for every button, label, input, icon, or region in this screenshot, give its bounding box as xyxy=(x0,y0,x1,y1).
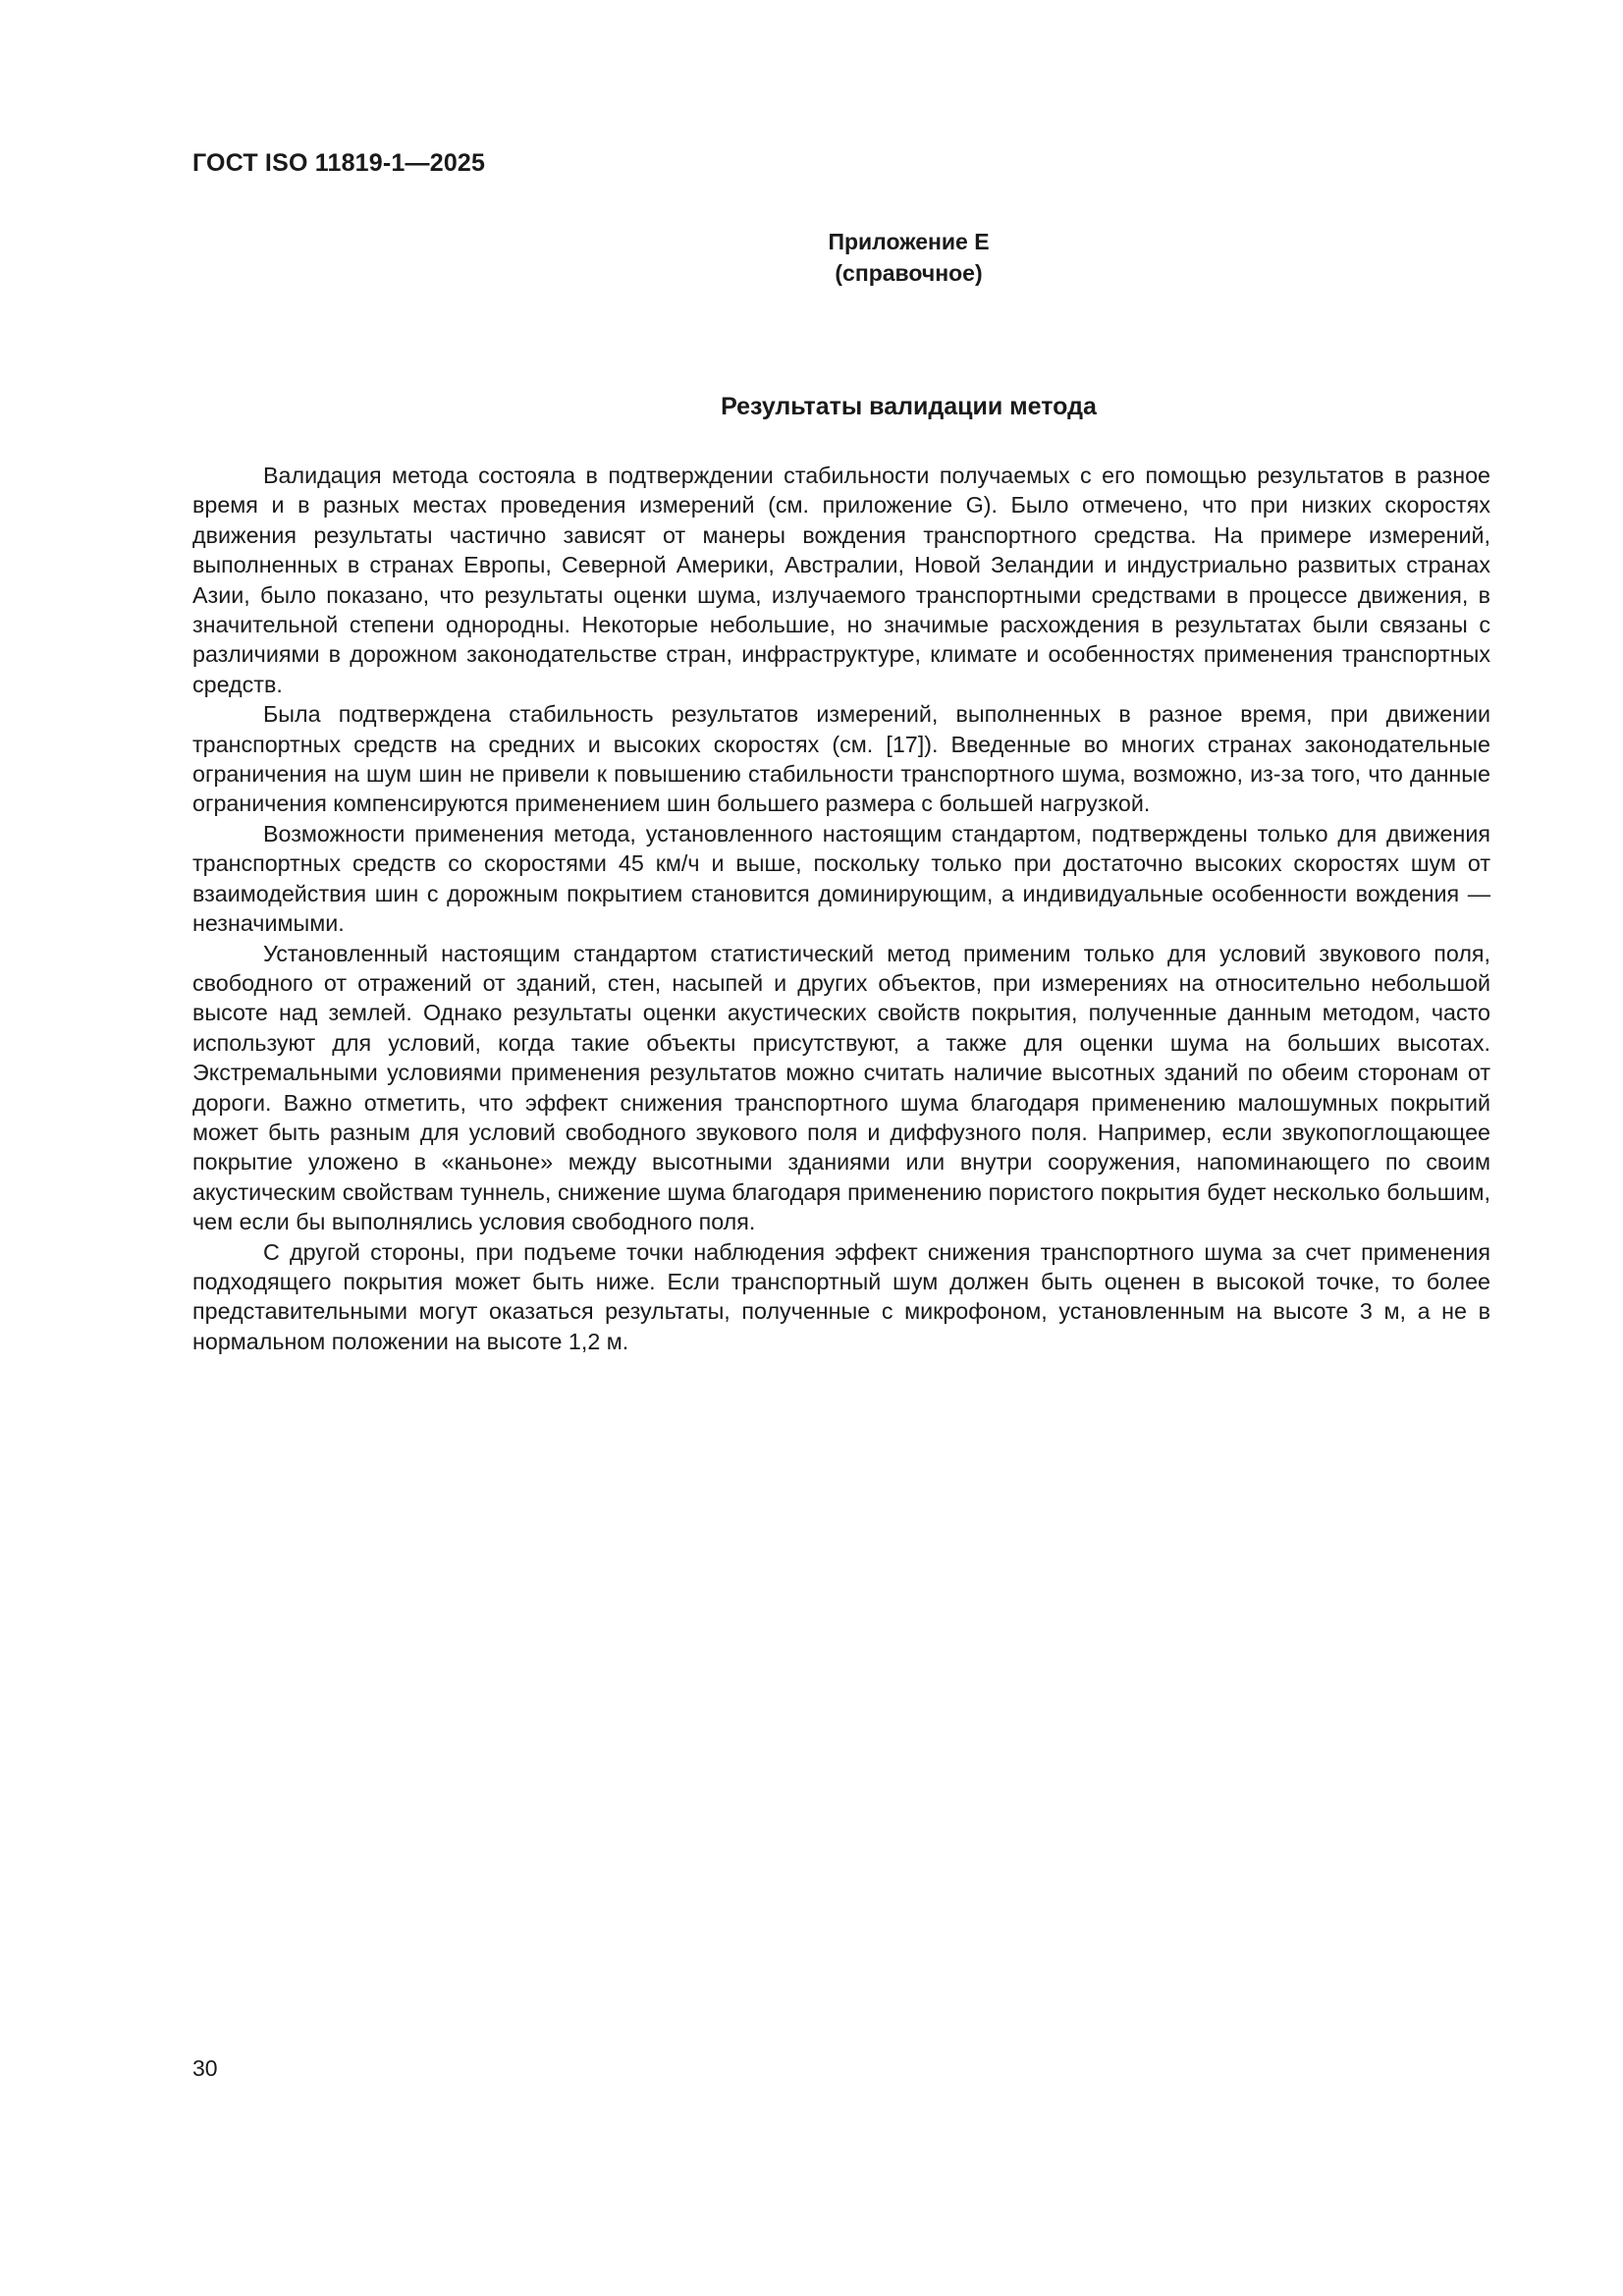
paragraph: Была подтверждена стабильность результатов измерений, выполненных в разное время, при движении транспортных средств на средних и высоких скоростях (см. [17]). Введенные во многих странах законодательные ограничения на шум шин не привели к повышению стабильности транспортного шума, возможно, из-за того, что данные ограничения компенсируются применением шин большего размера с большей нагрузкой. xyxy=(192,701,1490,817)
document-code-header: ГОСТ ISO 11819-1—2025 xyxy=(192,149,486,177)
paragraph: Установленный настоящим стандартом статистический метод применим только для условий звукового поля, свободного от отражений от зданий, стен, насыпей и других объектов, при измерениях на относительно небольшой высоте над землей. Однако результаты оценки акустических свойств покрытия, полученные данным методом, часто используют для условий, когда такие объекты присутствуют, а также для оценки шума на больших высотах. Экстремальными условиями применения результатов можно считать наличие высотных зданий по обеим сторонам от дороги. Важно отметить, что эффект снижения транспортного шума благодаря применению малошумных покрытий может быть разным для условий свободного звукового поля и диффузного поля. Например, если звукопоглощающее покрытие уложено в «каньоне» между высотными зданиями или внутри сооружения, напоминающего по своим акустическим свойствам туннель, снижение шума благодаря применению пористого покрытия будет несколько большим, чем если бы выполнялись условия свободного поля. xyxy=(192,940,1490,1235)
paragraph: Возможности применения метода, установленного настоящим стандартом, подтверждены только для движения транспортных средств со скоростями 45 км/ч и выше, поскольку только при достаточно высоких скоростях шум от взаимодействия шин с дорожным покрытием становится доминирующим, а индивидуальные особенности вождения — незначимыми. xyxy=(192,820,1490,937)
paragraph: С другой стороны, при подъеме точки наблюдения эффект снижения транспортного шума за счет применения подходящего покрытия может быть ниже. Если транспортный шум должен быть оценен в высокой точке, то более представительными могут оказаться результаты, полученные с микрофоном, установленным на высоте 3 м, а не в нормальном положении на высоте 1,2 м. xyxy=(192,1238,1490,1354)
paragraph: Валидация метода состояла в подтверждении стабильности получаемых с его помощью результатов в разное время и в разных местах проведения измерений (см. приложение G). Было отмечено, что при низких скоростях движения результаты частично зависят от манеры вождения транспортного средства. На примере измерений, выполненных в странах Европы, Северной Америки, Австралии, Новой Зеландии и индустриально развитых странах Азии, было показано, что результаты оценки шума, излучаемого транспортными средствами в процессе движения, в значительной степени однородны. Некоторые небольшие, но значимые расхождения в результатах были связаны с различиями в дорожном законодательстве стран, инфраструктуре, климате и особенностях применения транспортных средств. xyxy=(192,463,1490,697)
section-title: Результаты валидации метода xyxy=(721,393,1097,420)
page-number: 30 xyxy=(192,2055,218,2081)
body-text xyxy=(192,461,1490,1356)
annex-heading xyxy=(0,226,1623,289)
annex-label: Приложение Е xyxy=(828,229,990,254)
annex-kind: (справочное) xyxy=(835,260,983,286)
